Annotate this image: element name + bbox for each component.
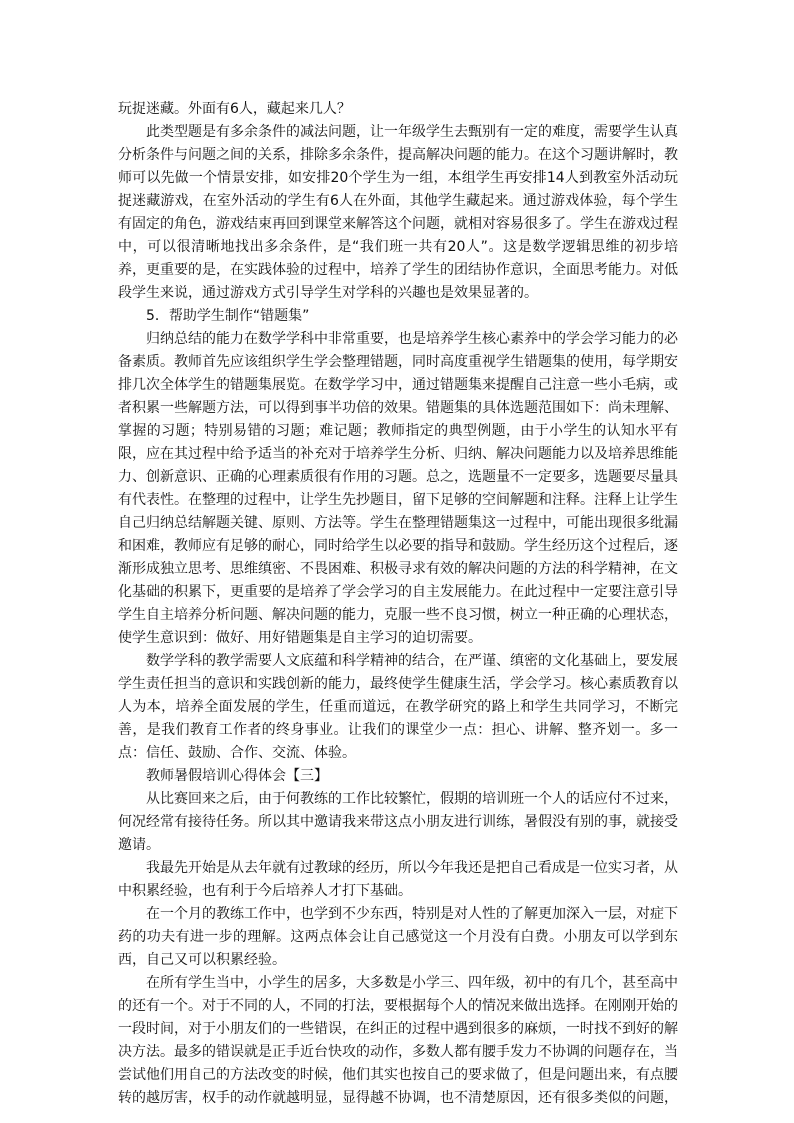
section-title: 教师暑假培训心得体会【三】 xyxy=(146,768,328,784)
paragraph: 从比赛回来之后，由于何教练的工作比较繁忙，假期的培训班一个人的话应付不过来，何况经常有接待任务。所以其中邀请我来带这点小朋友进行训练，暑假没有别的事，就接受邀请。 xyxy=(118,791,678,853)
paragraph: 在一个月的教练工作中，也学到不少东西，特别是对人性的了解更加深入一层，对症下药的功夫有进一步的理解。这两点体会让自己感觉这一个月没有白费。小朋友可以学到东西，自己又可以积累经验。 xyxy=(118,906,678,968)
section-heading: 5．帮助学生制作“错题集” xyxy=(146,308,310,324)
paragraph: 我最先开始是从去年就有过教球的经历，所以今年我还是把自己看成是一位实习者，从中积累经验，也有利于今后培养人才打下基础。 xyxy=(118,860,678,899)
paragraph: 此类型题是有多余条件的减法问题，让一年级学生去甄别有一定的难度，需要学生认真分析条件与问题之间的关系，排除多余条件，提高解决问题的能力。在这个习题讲解时，教师可以先做一个情景安排，如安排20个学生为一组，本组学生再安排14人到教室外活动玩捉迷藏游戏，在室外活动的学生有6人在外面，其他学生藏起来。通过游戏体验，每个学生有固定的角色，游戏结束再回到课堂来解答这个问题，就相对容易很多了。学生在游戏过程中，可以很清晰地找出多余条件，是“我们班一共有20人”。这是数学逻辑思维的初步培养，更重要的是，在实践体验的过程中，培养了学生的团结协作意识，全面思考能力。对低段学生来说，通过游戏方式引导学生对学科的兴趣也是效果显著的。 xyxy=(118,124,678,301)
paragraph: 归纳总结的能力在数学学科中非常重要，也是培养学生核心素养中的学会学习能力的必备素质。教师首先应该组织学生学会整理错题，同时高度重视学生错题集的使用，每学期安排几次全体学生的错题集展览。在数学学习中，通过错题集来提醒自己注意一些小毛病，或者积累一些解题方法，可以得到事半功倍的效果。错题集的具体选题范围如下：尚未理解、掌握的习题；特别易错的习题；难记题；教师指定的典型例题，由于小学生的认知水平有限，应在其过程中给予适当的补充对于培养学生分析、归纳、解决问题能力以及培养思维能力、创新意识、正确的心理素质很有作用的习题。总之，选题量不一定要多，选题要尽量具有代表性。在整理的过程中，让学生先抄题目，留下足够的空间解题和注释。注释上让学生自己归纳总结解题关键、原则、方法等。学生在整理错题集这一过程中，可能出现很多纰漏和困难，教师应有足够的耐心，同时给学生以必要的指导和鼓励。学生经历这个过程后，逐渐形成独立思考、思维缜密、不畏困难、积极寻求有效的解决问题的方法的科学精神，在文化基础的积累下，更重要的是培养了学会学习的自主发展能力。在此过程中一定要注意引导学生自主培养分析问题、解决问题的能力，克服一些不良习惯，树立一种正确的心理状态，使学生意识到：做好、用好错题集是自主学习的迫切需要。 xyxy=(118,331,678,646)
paragraph: 数学学科的教学需要人文底蕴和科学精神的结合，在严谨、缜密的文化基础上，要发展学生责任担当的意识和实践创新的能力，最终使学生健康生活，学会学习。核心素质教育以人为本，培养全面发展的学生，任重而道远，在教学研究的路上和学生共同学习，不断完善，是我们教育工作者的终身事业。让我们的课堂少一点：担心、讲解、整齐划一。多一点：信任、鼓励、合作、交流、体验。 xyxy=(118,653,678,761)
paragraph: 玩捉迷藏。外面有6人，藏起来几人？ xyxy=(118,101,351,117)
paragraph: 在所有学生当中，小学生的居多，大多数是小学三、四年级，初中的有几个，甚至高中的还有一个。对于不同的人，不同的打法，要根据每个人的情况来做出选择。在刚刚开始的一段时间，对于小朋友们的一些错误，在纠正的过程中遇到很多的麻烦，一时找不到好的解决方法。最多的错误就是正手近台快攻的动作，多数人都有腰手发力不协调的问题存在，当尝试他们用自己的方法改变的时候，他们其实也按自己的要求做了，但是问题出来，有点腰转的越厉害，权手的动作就越明显，显得越不协调，也不清楚原因，还有很多类似的问题， xyxy=(118,975,678,1106)
document-page xyxy=(118,98,678,1110)
